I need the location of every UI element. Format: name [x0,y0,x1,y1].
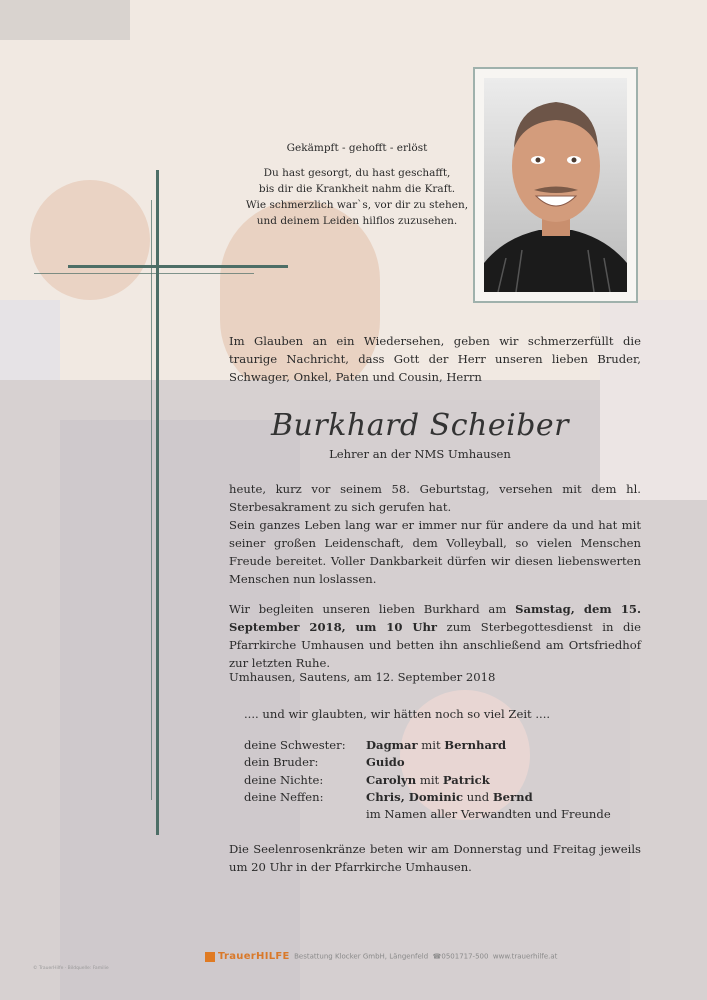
relative-name: Guido [366,755,405,770]
rosary-notice: Die Seelenrosenkränze beten wir am Donnerstag und Freitag jeweils um 20 Uhr in der Pfarrkirche Umhausen. [229,842,641,874]
relative-names [366,755,405,769]
closing-quote: .... und wir glaubten, wir hätten noch so viel Zeit .... [244,707,551,721]
relative-names [366,790,533,804]
relative-row [244,789,644,806]
funeral-details: Wir begleiten unseren lieben Burkhard am Samstag, dem 15. September 2018, um 10 Uhr zum Sterbegottesdienst in die Pfarrkirche Umhausen und betten ihn anschließend am Ortsfriedhof zur letzten Ruhe. [229,602,641,670]
verse-line: bis dir die Krankheit nahm die Kraft. [258,183,456,195]
trauerhilfe-logo-icon [205,952,215,962]
deceased-title: Lehrer an der NMS Umhausen [329,447,511,461]
relative-name: Bernhard [444,738,507,752]
relative-row [244,806,644,823]
relative-name: Carolyn [366,772,417,787]
relative-row [244,737,644,754]
place-date: Umhausen, Sautens, am 12. September 2018 [229,670,496,684]
relative-connector: mit [416,772,443,787]
relative-row [244,754,644,771]
opening-verse [212,140,502,229]
relative-names [366,738,506,752]
footer-brand: TrauerHILFE [218,951,290,962]
relative-connector: und [463,789,493,804]
footer [205,951,557,962]
announcement-intro: Im Glauben an ein Wiedersehen, geben wir schmerzerfüllt die traurige Nachricht, dass Gott der Herr unseren lieben Bruder, Schwager, Onkel, Paten und Cousin, Herrn [229,334,641,384]
verse-line: und deinem Leiden hilflos zuzusehen. [256,215,458,227]
relative-connector: im Namen aller Verwandten und Freunde [366,807,611,822]
relative-label: deine Nichte: [244,772,324,787]
relative-label: dein Bruder: [244,755,319,770]
verse-line: Du hast gesorgt, du hast geschafft, [263,167,451,179]
copyright-note: © TrauerHilfe · Bildquelle: Familie [33,966,109,971]
relative-names [366,807,611,821]
deceased-name: Burkhard Scheiber [271,408,569,443]
portrait-photo [484,78,627,292]
relative-name: Bernd [492,789,533,804]
relative-connector: mit [417,738,445,752]
footer-phone: ☎0501717-500 [432,952,489,961]
footer-website[interactable]: www.trauerhilfe.at [492,952,558,961]
relative-label: deine Neffen: [244,789,324,804]
verse-line: Wie schmerzlich war`s, vor dir zu stehen, [245,199,469,211]
footer-company: Bestattung Klocker GmbH, Längenfeld [294,952,429,961]
relative-row [244,772,644,789]
relative-names [366,773,490,787]
relative-label: deine Schwester: [244,738,346,752]
verse-heading: Gekämpft - gehofft - erlöst [286,142,428,154]
relative-name: Dagmar [366,738,418,752]
funeral-date: Samstag, dem 15. September 2018, um 10 Uhr [229,602,641,634]
relative-name: Patrick [442,772,490,787]
death-notice: heute, kurz vor seinem 58. Geburtstag, versehen mit dem hl. Sterbesakrament zu sich gerufen hat. Sein ganzes Leben lang war er immer nur für andere da und hat mit seiner großen Leidenschaft, dem Volleyball, so vielen Menschen Freude bereitet. Voller Dankbarkeit dürfen wir diesen liebenswerten Menschen nun loslassen. [229,482,641,586]
relative-name: Chris, Dominic [366,789,464,804]
life-tribute: Sein ganzes Leben lang war er immer nur für andere da und hat mit seiner großen Leidenschaft, dem Volleyball, so vielen Menschen Freude bereitet. Voller Dankbarkeit dürfen wir diesen liebenswerten Menschen nun loslassen. [229,518,641,586]
